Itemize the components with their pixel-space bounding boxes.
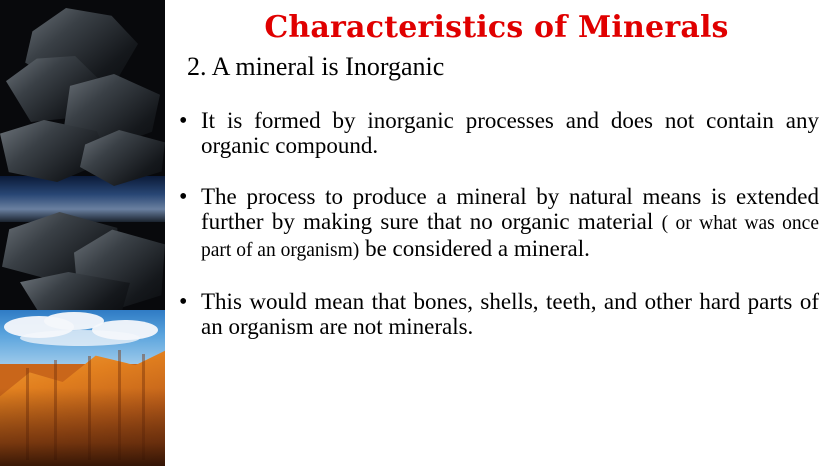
list-item-text: This would mean that bones, shells, teeth, and other hard parts of an organism are not minerals. [201,289,819,339]
bullet-list [179,108,819,339]
canyon-photo [0,310,165,466]
page-title: Characteristics of Minerals [264,10,729,45]
list-item-text-part: The process to produce a mineral by natural means is extended further by making sure that no organic material [201,184,819,234]
list-item-text: It is formed by inorganic processes and does not contain any organic compound. [201,108,819,158]
slide-content [165,0,828,466]
bullet-marker-icon: • [179,184,188,210]
slide-subtitle: 2. A mineral is Inorganic [187,52,445,81]
image-column [0,0,165,466]
list-item [179,108,819,158]
list-item [179,289,819,339]
list-item-text-parenthetical: ( or what was once part of an organism) [201,213,819,261]
cloud-shape [20,330,140,346]
coal-photo-sky [0,176,165,222]
coal-rocks-photo [0,0,165,310]
list-item [179,184,819,263]
bullet-marker-icon: • [179,289,188,315]
canyon-shadow [0,388,165,466]
bullet-marker-icon: • [179,108,188,134]
list-item-text-part: be considered a mineral. [359,236,590,261]
list-item-text [201,184,819,263]
